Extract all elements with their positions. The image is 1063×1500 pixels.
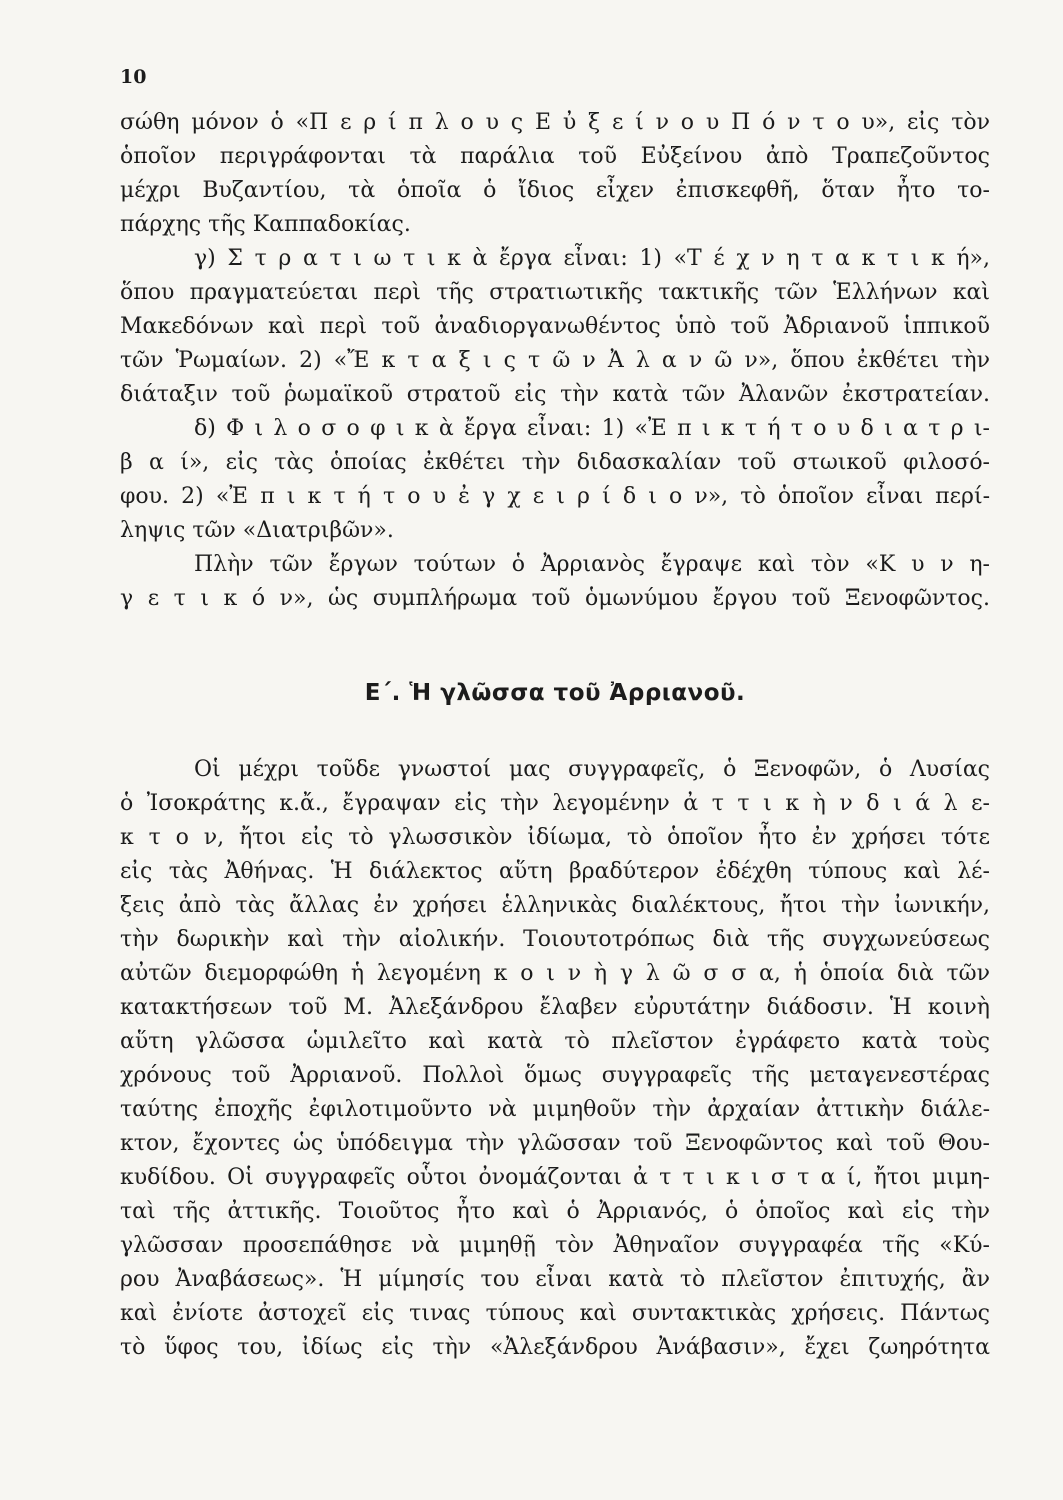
text-line: Οἱ μέχρι τοῦδε γνωστοί μας συγγραφεῖς, ὁ Ξενοφῶν, ὁ Λυσίας (194, 757, 990, 782)
text-line: τὸ ὕφος του, ἰδίως εἰς τὴν «Ἀλεξάνδρου Ἀνάβασιν», ἔχει ζωηρότητα (120, 1335, 990, 1360)
text-line: ὁ Ἰσοκράτης κ.ἄ., ἔγραψαν εἰς τὴν λεγομένην ἀ τ τ ι κ ὴ ν δ ι ά λ ε- (120, 791, 990, 816)
text-line: Μακεδόνων καὶ περὶ τοῦ ἀναδιοργανωθέντος ὑπὸ τοῦ Ἀδριανοῦ ἱππικοῦ (120, 314, 990, 339)
text-line: ταὶ τῆς ἀττικῆς. Τοιοῦτος ἦτο καὶ ὁ Ἀρριανός, ὁ ὁποῖος καὶ εἰς τὴν (120, 1199, 990, 1224)
text-line: γ ε τ ι κ ό ν», ὡς συμπλήρωμα τοῦ ὁμωνύμου ἔργου τοῦ Ξενοφῶντος. (120, 586, 990, 611)
paragraph-language (120, 753, 990, 1365)
text-line: κ τ ο ν, ἤτοι εἰς τὸ γλωσσικὸν ἰδίωμα, τὸ ὁποῖον ἦτο ἐν χρήσει τότε (120, 825, 990, 850)
text-line: ληψις τῶν «Διατριβῶν». (120, 518, 394, 543)
text-line: αὕτη γλῶσσα ὡμιλεῖτο καὶ κατὰ τὸ πλεῖστον ἐγράφετο κατὰ τοὺς (120, 1029, 990, 1054)
text-line: εἰς τὰς Ἀθήνας. Ἡ διάλεκτος αὕτη βραδύτερον ἐδέχθη τύπους καὶ λέ- (120, 859, 990, 884)
text-line: καὶ ἐνίοτε ἀστοχεῖ εἰς τινας τύπους καὶ συντακτικὰς χρήσεις. Πάντως (120, 1301, 990, 1326)
text-line: δ) Φ ι λ ο σ ο φ ι κ ὰ ἔργα εἶναι: 1) «Ἐ π ι κ τ ή τ ο υ δ ι α τ ρ ι- (194, 416, 990, 441)
paragraph-works (120, 106, 990, 616)
text-line: διάταξιν τοῦ ῥωμαϊκοῦ στρατοῦ εἰς τὴν κατὰ τῶν Ἀλανῶν ἐκστρατείαν. (120, 382, 990, 407)
text-line: κατακτήσεων τοῦ Μ. Ἀλεξάνδρου ἔλαβεν εὐρυτάτην διάδοσιν. Ἡ κοινὴ (120, 995, 990, 1020)
page-number: 10 (120, 66, 147, 88)
text-line: κυδίδου. Οἱ συγγραφεῖς οὗτοι ὀνομάζονται ἀ τ τ ι κ ι σ τ α ί, ἤτοι μιμη- (120, 1165, 990, 1190)
text-line: ξεις ἀπὸ τὰς ἄλλας ἐν χρήσει ἑλληνικὰς διαλέκτους, ἤτοι τὴν ἰωνικήν, (120, 893, 990, 918)
text-line: τὴν δωρικὴν καὶ τὴν αἰολικήν. Τοιουτοτρόπως διὰ τῆς συγχωνεύσεως (120, 927, 990, 952)
text-line: Πλὴν τῶν ἔργων τούτων ὁ Ἀρριανὸς ἔγραψε καὶ τὸν «Κ υ ν η- (194, 552, 990, 577)
text-line: γλῶσσαν προσεπάθησε νὰ μιμηθῇ τὸν Ἀθηναῖον συγγραφέα τῆς «Κύ- (120, 1233, 990, 1258)
text-line: χρόνους τοῦ Ἀρριανοῦ. Πολλοὶ ὅμως συγγραφεῖς τῆς μεταγενεστέρας (120, 1063, 990, 1088)
text-line: ὁποῖον περιγράφονται τὰ παράλια τοῦ Εὐξείνου ἀπὸ Τραπεζοῦντος (120, 144, 990, 169)
text-line: πάρχης τῆς Καππαδοκίας. (120, 212, 411, 237)
text-line: σώθη μόνον ὁ «Π ε ρ ί π λ ο υ ς Ε ὐ ξ ε ί ν ο υ Π ό ν τ ο υ», εἰς τὸν (120, 110, 990, 135)
text-line: ταύτης ἐποχῆς ἐφιλοτιμοῦντο νὰ μιμηθοῦν τὴν ἀρχαίαν ἀττικὴν διάλε- (120, 1097, 990, 1122)
text-line: τῶν Ῥωμαίων. 2) «Ἔ κ τ α ξ ι ς τ ῶ ν Ἀ λ α ν ῶ ν», ὅπου ἐκθέτει τὴν (120, 348, 990, 373)
text-line: φου. 2) «Ἐ π ι κ τ ή τ ο υ ἐ γ χ ε ι ρ ί δ ι ο ν», τὸ ὁποῖον εἶναι περί- (120, 484, 990, 509)
text-line: β α ί», εἰς τὰς ὁποίας ἐκθέτει τὴν διδασκαλίαν τοῦ στωικοῦ φιλοσό- (120, 450, 990, 475)
text-line: γ) Σ τ ρ α τ ι ω τ ι κ ὰ ἔργα εἶναι: 1) «Τ έ χ ν η τ α κ τ ι κ ή», (194, 246, 990, 271)
text-line: κτον, ἔχοντες ὡς ὑπόδειγμα τὴν γλῶσσαν τοῦ Ξενοφῶντος καὶ τοῦ Θου- (120, 1131, 990, 1156)
section-heading: Ε΄. Ἡ γλῶσσα τοῦ Ἀρριανοῦ. (364, 680, 746, 706)
text-line: αὐτῶν διεμορφώθη ἡ λεγομένη κ ο ι ν ὴ γ λ ῶ σ σ α, ἡ ὁποία διὰ τῶν (120, 961, 990, 986)
text-line: μέχρι Βυζαντίου, τὰ ὁποῖα ὁ ἴδιος εἶχεν ἐπισκεφθῆ, ὅταν ἦτο το- (120, 178, 990, 203)
text-line: ὅπου πραγματεύεται περὶ τῆς στρατιωτικῆς τακτικῆς τῶν Ἑλλήνων καὶ (120, 280, 990, 305)
text-line: ρου Ἀναβάσεως». Ἡ μίμησίς του εἶναι κατὰ τὸ πλεῖστον ἐπιτυχής, ἂν (120, 1267, 990, 1292)
